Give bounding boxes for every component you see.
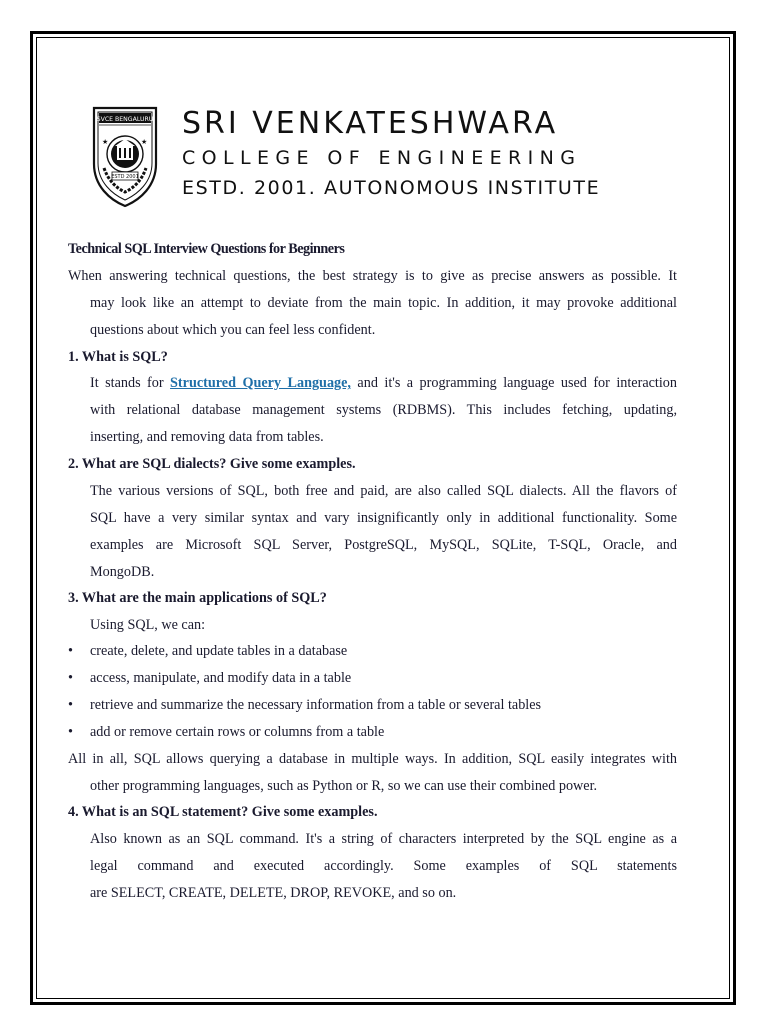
question-1-title: 1. What is SQL? (68, 349, 168, 365)
question-1-pre: It stands for (90, 375, 171, 391)
institution-name-line3: ESTD. 2001. AUTONOMOUS INSTITUTE (182, 177, 601, 199)
question-4-line-3: are SELECT, CREATE, DELETE, DROP, REVOKE, and so on. (90, 885, 457, 901)
question-4-line-1: Also known as an SQL command. It's a string of characters interpreted by the SQL engine as a (90, 831, 677, 847)
question-1-line-2: with relational database management systems (RDBMS). This includes fetching, updating, (90, 402, 677, 418)
question-1-line-1 (90, 375, 677, 392)
seal-star-left: ★ (102, 138, 109, 146)
bullet-icon: • (68, 697, 73, 713)
question-4-line-2: legal command and executed accordingly. Some examples of SQL statements (90, 858, 677, 874)
bullet-icon: • (68, 643, 73, 659)
list-item-text: create, delete, and update tables in a database (90, 643, 348, 659)
question-3-summary-line-1: All in all, SQL allows querying a database in multiple ways. In addition, SQL easily integrates with (68, 751, 677, 767)
list-item-text: add or remove certain rows or columns from a table (90, 724, 385, 740)
seal-text: SVCE BENGALURU (96, 116, 154, 123)
question-3-intro: Using SQL, we can: (90, 617, 206, 633)
intro-line-2: may look like an attempt to deviate from the main topic. In addition, it may provoke additional (90, 295, 677, 311)
list-item-text: access, manipulate, and modify data in a table (90, 670, 352, 686)
structured-query-language-link[interactable]: Structured Query Language, (170, 375, 351, 391)
intro-line-1: When answering technical questions, the best strategy is to give as precise answers as possible. It (68, 268, 677, 284)
question-2-line-4: MongoDB. (90, 564, 155, 580)
intro-line-3: questions about which you can feel less confident. (90, 322, 376, 338)
question-2-line-1: The various versions of SQL, both free and paid, are also called SQL dialects. All the flavors of (90, 483, 677, 499)
bullet-icon: • (68, 724, 73, 740)
question-1-post: and it's a programming language used for interaction (350, 375, 677, 391)
question-4-title: 4. What is an SQL statement? Give some examples. (68, 804, 378, 820)
question-3-title: 3. What are the main applications of SQL? (68, 590, 327, 606)
college-seal-logo (90, 106, 160, 208)
question-3-summary-line-2: other programming languages, such as Python or R, so we can use their combined power. (90, 778, 598, 794)
question-1-line-3: inserting, and removing data from tables. (90, 429, 324, 445)
seal-star-right: ★ (141, 138, 148, 146)
institution-name-line1: SRI VENKATESHWARA (182, 106, 559, 141)
document-heading: Technical SQL Interview Questions for Beginners (68, 241, 345, 257)
list-item-text: retrieve and summarize the necessary information from a table or several tables (90, 697, 542, 713)
bullet-icon: • (68, 670, 73, 686)
question-2-line-2: SQL have a very similar syntax and vary insignificantly only in additional functionality. Some (90, 510, 677, 526)
question-2-line-3: examples are Microsoft SQL Server, PostgreSQL, MySQL, SQLite, T-SQL, Oracle, and (90, 537, 677, 553)
institution-name-line2: COLLEGE OF ENGINEERING (182, 147, 582, 169)
seal-estd: ESTD 2001 (111, 174, 139, 180)
institution-name-block (182, 105, 600, 203)
question-2-title: 2. What are SQL dialects? Give some examples. (68, 456, 356, 472)
